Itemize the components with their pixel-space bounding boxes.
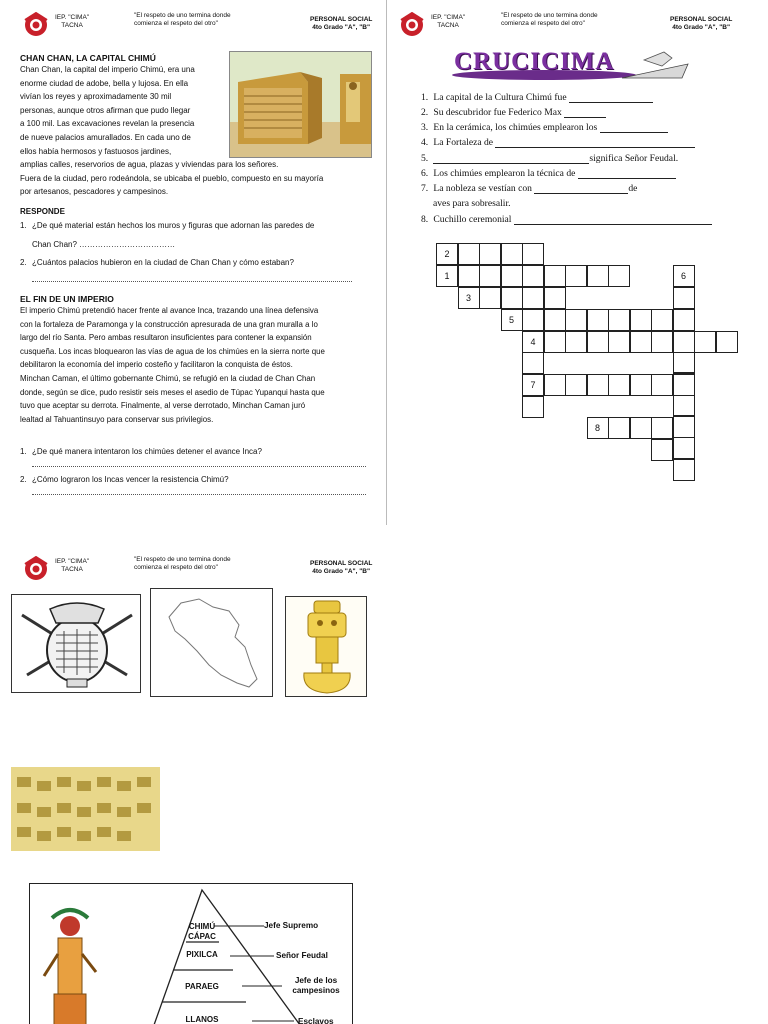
clue-text: Los chimúes emplearon la técnica de [433,168,576,179]
crossword-cell[interactable] [544,287,566,309]
subject-line1: PERSONAL SOCIAL [310,560,373,567]
answer-blank[interactable] [495,139,695,148]
paragraph-line: a 100 mil. Las excavaciones revelan la presencia [20,119,195,129]
header-bottom [22,556,372,586]
clue-2 [421,107,606,118]
paragraph-line: largo del río Santa. Pero ambas resultaron insuficientes para contener la expansión [20,333,312,343]
crossword-cell[interactable] [544,331,566,353]
crossword-cell[interactable] [651,331,673,353]
crossword-cell[interactable] [673,459,695,481]
crossword-cell[interactable] [458,265,480,287]
clue-number: 4. [421,137,429,148]
pyramid-role-3: Jefe de los campesinos [292,976,340,995]
crossword-cell[interactable] [716,331,738,353]
pyramid-role-2: Señor Feudal [276,951,328,960]
answer-line[interactable] [32,466,366,467]
paragraph-line: tuvo que aceptar su derrota. Finalmente, al verse derrotado, Minchan Caman juró [20,401,306,411]
clue-number: 8. [421,214,429,225]
paragraph-line: ellos había hermosos y fastuosos jardines, [20,146,172,156]
crossword-cell[interactable] [544,374,566,396]
crossword-cell[interactable] [544,309,566,331]
crossword-cell[interactable] [522,309,544,331]
school-logo-icon [398,12,426,38]
crossword-cell[interactable] [522,396,544,418]
tumi-image [285,596,367,697]
pyramid-level-2: PIXILCA [186,950,218,959]
crossword-cell[interactable] [479,265,501,287]
crossword-cell[interactable] [673,416,695,438]
crossword-cell[interactable] [608,374,630,396]
crossword-number-cell[interactable]: 4 [522,331,544,353]
question-2-number: 2. [20,258,27,267]
crossword-cell[interactable] [630,309,652,331]
crossword-cell[interactable] [651,439,673,461]
reading2-paragraph [20,304,370,426]
school-name [55,14,89,30]
crossword-title: CRUCICIMA [454,48,615,75]
clue-number: 6. [421,168,429,179]
crossword-cell[interactable] [673,331,695,353]
paragraph-line: Chan Chan, la capital del imperio Chimú, era una [20,65,195,74]
crossword-cell[interactable] [565,374,587,396]
crossword-cell[interactable] [694,331,716,353]
crucicima-banner [452,48,692,82]
crossword-cell[interactable] [673,437,695,459]
school-line1: IEP. "CIMA" [431,14,466,21]
motto-line2: comienza el respeto del otro" [501,20,585,27]
school-name [431,14,465,30]
answer-blank[interactable] [534,185,628,194]
clue-3 [421,122,668,133]
motto-line2: comienza el respeto del otro" [134,20,218,27]
paragraph-line: Minchan Caman, el último gobernante Chimú, se refugió en la ciudad de Chan Chan [20,373,316,383]
subject [310,16,372,32]
motto-line1: "El respeto de uno termina donde [134,556,231,563]
crossword-cell[interactable] [673,351,695,373]
crossword-cell[interactable] [630,417,652,439]
clue-4 [421,137,695,148]
school-line1: IEP. "CIMA" [55,14,90,21]
motto-line1: "El respeto de uno termina donde [501,12,598,19]
header-left [22,12,372,42]
pyramid-level-4: LLANOS [185,1015,219,1024]
crossword-number-cell[interactable]: 5 [501,309,523,331]
clue-8 [421,214,712,225]
crossword-cell[interactable] [565,265,587,287]
crossword-number-cell[interactable]: 1 [436,265,458,287]
motto [501,12,631,28]
answer-blank[interactable] [514,216,712,225]
answer-blank[interactable] [578,170,676,179]
crossword-cell[interactable] [630,374,652,396]
crossword-cell[interactable] [651,309,673,331]
question-4: ¿Cómo lograron los Incas vencer la resistencia Chimú? [32,475,229,484]
crossword-cell[interactable] [587,309,609,331]
question-1-number: 1. [20,221,27,230]
clue-7-suffix: de [628,183,638,194]
crossword-cell[interactable] [587,265,609,287]
school-line2: TACNA [61,22,83,29]
reading2-title: EL FIN DE UN IMPERIO [20,294,114,304]
question-1: ¿De qué material están hechos los muros y figuras que adornan las paredes de [32,221,315,230]
crossword-cell[interactable] [651,417,673,439]
paragraph-line: debilitaron la economía del imperio costeño y facilitaron la conquista de éstos. [20,360,293,370]
paragraph-line: personas, aunque otros afirman que pudo llegar [20,105,191,115]
subject [310,560,372,576]
clue-number: 1. [421,92,429,103]
crossword-cell[interactable] [522,243,544,265]
crossword-cell[interactable] [565,309,587,331]
question-2: ¿Cuántos palacios hubieron en la ciudad de Chan Chan y cómo estaban? [32,258,294,267]
motto [134,556,264,572]
clue-number: 2. [421,107,429,118]
reading-title: CHAN CHAN, LA CAPITAL CHIMÚ [20,53,156,63]
clue-number: 3. [421,122,429,133]
crossword-number-cell[interactable]: 8 [587,417,609,439]
crossword-cell[interactable] [479,243,501,265]
answer-blank[interactable] [600,124,668,133]
school-logo-icon [22,12,50,38]
clue-text: En la cerámica, los chimúes emplearon los [433,122,598,133]
chimu-emblem-image [11,594,141,693]
clue-6 [421,168,676,179]
clue-7 [421,183,637,194]
clue-1 [421,92,653,103]
crossword-cell[interactable] [651,374,673,396]
clue-number: 5. [421,153,429,164]
crossword-cell[interactable] [608,309,630,331]
paragraph-line: amplias calles, reservorios de agua, plazas y viviendas para los señores. [20,160,279,170]
paragraph-line: con la fortaleza de Paramonga y la construcción apresurada de una gran muralla a lo [20,319,318,329]
paragraph-line: El imperio Chimú pretendió hacer frente al avance Inca, trazando una línea defensiva [20,306,319,315]
subject-line2: 4to Grado "A", "B" [312,568,371,575]
crossword-cell[interactable] [522,352,544,374]
motto [134,12,264,28]
clue-5 [421,153,678,164]
answer-blank[interactable] [569,94,653,103]
paragraph-line: lealtad al Tahuantinsuyo para conservar sus privilegios. [20,414,214,424]
paragraph-line: de nueve palacios amurallados. En cada uno de [20,132,191,142]
crossword-cell[interactable] [673,287,695,309]
paragraph-line: por artesanos, pescadores y campesinos. [20,187,169,197]
crossword-number-cell[interactable]: 2 [436,243,458,265]
chan-chan-wall-image [11,767,160,851]
clue-text: La Fortaleza de [433,137,494,148]
subject-line2: 4to Grado "A", "B" [312,24,371,31]
subject-line1: PERSONAL SOCIAL [670,16,733,23]
header-right [398,12,748,42]
crossword-number-cell[interactable]: 3 [458,287,480,309]
school-logo-icon [22,556,50,582]
chan-chan-image [229,51,372,158]
question-1-line2: Chan Chan? ……………………………… [32,240,176,249]
paragraph-line: donde, según se dice, pudo resistir seis meses el asedio de Túpac Yupanqui hasta que [20,387,325,397]
clue-text: Cuchillo ceremonial [433,214,512,225]
answer-line[interactable] [32,494,366,495]
clue-number: 7. [421,183,429,194]
paragraph-line: vivían los reyes y aproximadamente 30 mil [20,92,172,102]
answer-blank[interactable] [433,155,589,164]
crossword-cell[interactable] [501,265,523,287]
pyramid-role-1: Jefe Supremo [264,921,319,930]
crossword-cell[interactable] [501,287,523,309]
paragraph-line: cusqueña. Los incas bloquearon las vías de agua de los chimúes en la sierra norte que [20,346,325,356]
crossword-cell[interactable] [479,287,501,309]
crossword-cell[interactable] [522,265,544,287]
clue-text: Su descubridor fue Federico Max [433,107,562,118]
column-divider [386,0,387,525]
school-line2: TACNA [61,566,83,573]
crossword-cell[interactable] [630,331,652,353]
question-4-number: 2. [20,475,27,484]
crossword-cell[interactable] [608,331,630,353]
paragraph-line: enorme ciudad de adobe, bella y lujosa. En ella [20,78,189,88]
crossword-cell[interactable] [587,331,609,353]
clue-text: La capital de la Cultura Chimú fue [433,92,567,103]
crossword-cell[interactable] [673,309,695,331]
subject [670,16,732,32]
question-3-number: 1. [20,447,27,456]
crossword-cell[interactable] [565,331,587,353]
paragraph-line: Fuera de la ciudad, pero rodeándola, se ubicaba el pueblo, compuesto en su mayoría [20,173,324,183]
crossword-number-cell[interactable]: 6 [673,265,695,287]
peru-map-image [150,588,273,697]
crossword-cell[interactable] [673,394,695,416]
school-line2: TACNA [437,22,459,29]
crossword-cell[interactable] [587,374,609,396]
crossword-cell[interactable] [673,374,695,396]
crossword-cell[interactable] [608,265,630,287]
subject-line1: PERSONAL SOCIAL [310,16,373,23]
subject-line2: 4to Grado "A", "B" [672,24,731,31]
motto-line1: "El respeto de uno termina donde [134,12,231,19]
school-name [55,558,89,574]
pyramid-level-3: PARAEG [185,982,219,991]
answer-line[interactable] [32,281,352,282]
answer-blank[interactable] [564,109,606,118]
crossword-cell[interactable] [608,417,630,439]
pyramid-level-1: CHIMÚ CÁPAC [188,922,216,941]
crossword-cell[interactable] [522,287,544,309]
motto-line2: comienza el respeto del otro" [134,564,218,571]
school-line1: IEP. "CIMA" [55,558,90,565]
respond-label: RESPONDE [20,207,65,216]
pyramid-role-4: Esclavos [298,1017,334,1024]
clue-7-line2: aves para sobresalir. [433,198,511,209]
question-3: ¿De qué manera intentaron los chimúes detener el avance Inca? [32,447,262,456]
crossword-number-cell[interactable]: 7 [522,374,544,396]
social-pyramid-figure [29,883,353,1024]
clue-text: significa Señor Feudal. [589,153,679,164]
crossword-cell[interactable] [544,265,566,287]
clue-text: La nobleza se vestían con [433,183,532,194]
crossword-cell[interactable] [501,243,523,265]
crossword-cell[interactable] [458,243,480,265]
